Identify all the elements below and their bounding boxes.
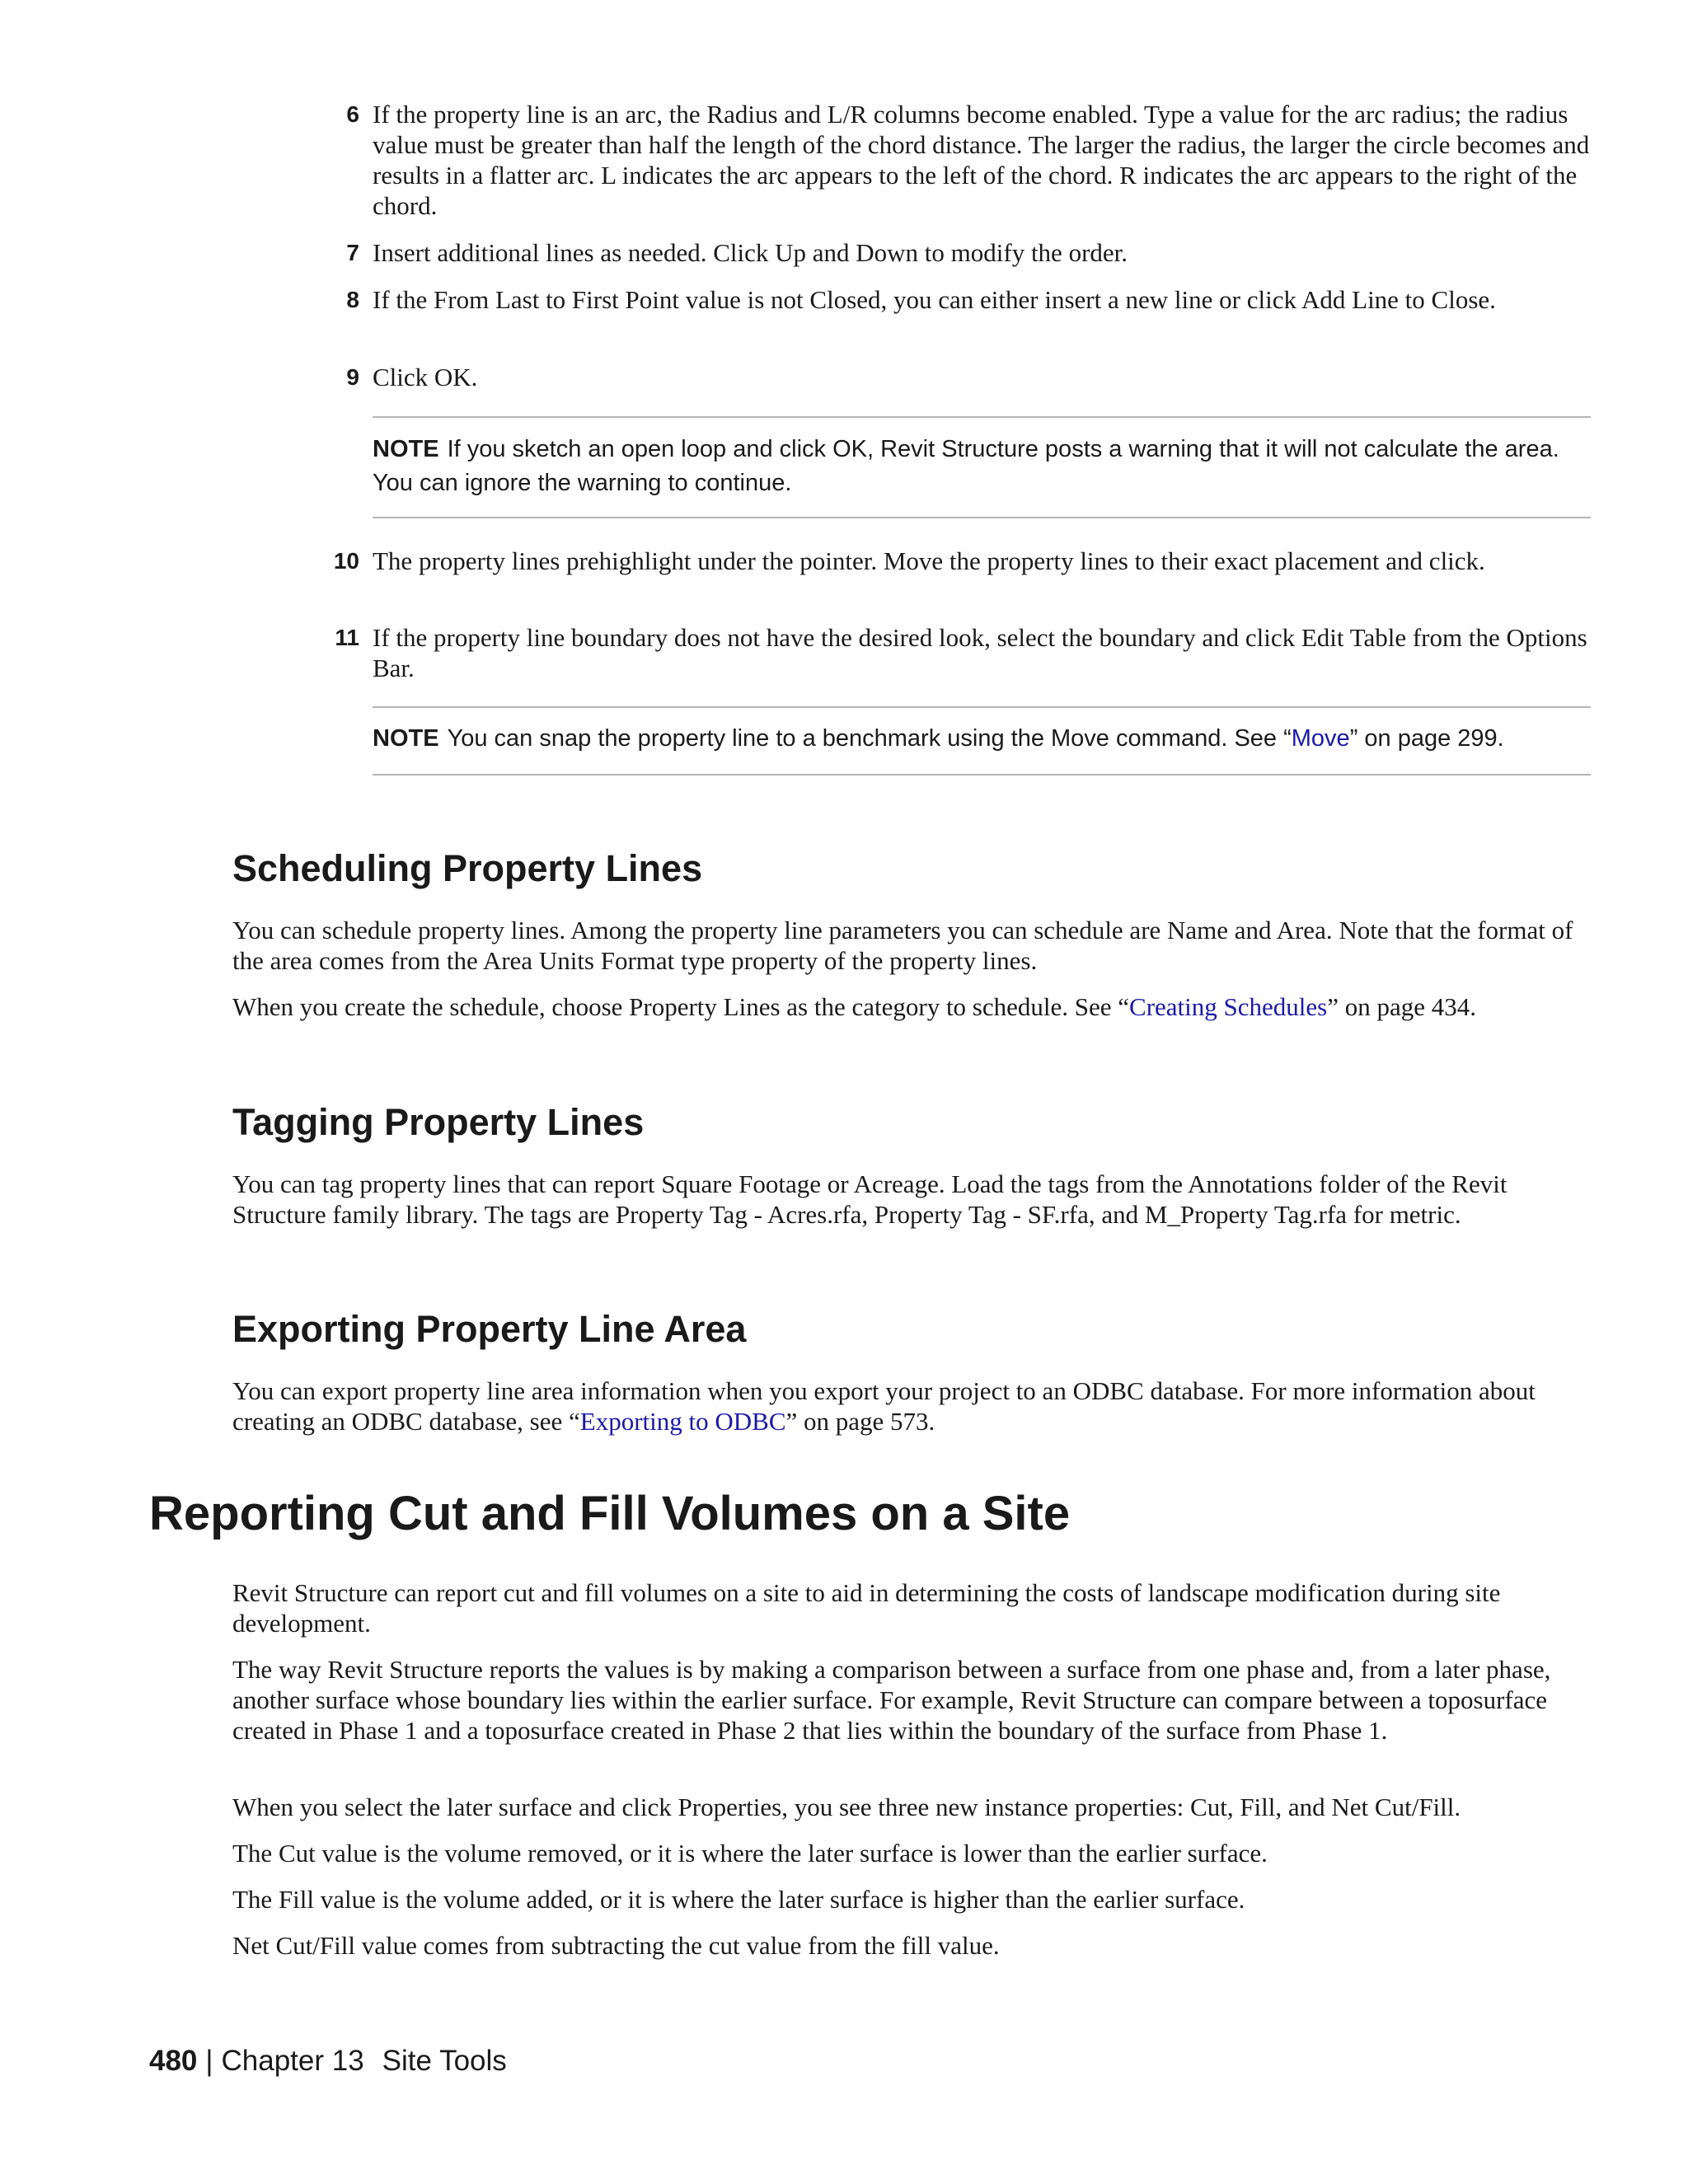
step-number: 10 [333,548,359,574]
paragraph: Revit Structure can report cut and fill volumes on a site to aid in determining the costs of landscape modification during site development. [232,1578,1501,1638]
paragraph-text-end: ” on page 573. [785,1407,935,1436]
step-text: Click OK. [373,363,478,391]
paragraph-text: When you create the schedule, choose Property Lines as the category to schedule. See “ [232,992,1130,1021]
note-text: If you sketch an open loop and click OK, Revit Structure posts a warning that it will not calculate the area. You can ignore the warning to continue. [373,436,1559,496]
paragraph-text-end: ” on page 434. [1327,992,1477,1021]
paragraph: The Cut value is the volume removed, or it is where the later surface is lower than the earlier surface. [232,1839,1268,1868]
paragraph: The Fill value is the volume added, or it is where the later surface is higher than the earlier surface. [232,1885,1245,1914]
paragraph: The way Revit Structure reports the values is by making a comparison between a surface from one phase and, from a later phase, another surface whose boundary lies within the earlier surface. For example, Revit Structure can compare between a toposurface created in Phase 1 and a toposurface created in Phase 2 that lies within the boundary of the surface from Phase 1. [232,1655,1551,1745]
heading-reporting-cut-and-fill: Reporting Cut and Fill Volumes on a Site [149,1487,1071,1540]
note-top-rule [373,706,1591,708]
paragraph [232,1376,1591,1436]
heading-exporting-property-line-area: Exporting Property Line Area [232,1308,747,1350]
step-number: 8 [346,287,359,312]
step-text: If the property line is an arc, the Radius and L/R columns become enabled. Type a value for the arc radius; the radius value must be greater than half the length of the chord distance. The larger the radius, the larger the circle becomes and results in a flatter arc. L indicates the arc appears to the left of the chord. R indicates the arc appears to the right of the chord. [373,100,1590,220]
chapter-label: Chapter 13 [221,2045,364,2077]
step-text: Insert additional lines as needed. Click Up and Down to modify the order. [373,238,1128,267]
note-open-loop [373,433,1591,500]
note-top-rule [373,416,1591,418]
paragraph: When you select the later surface and click Properties, you see three new instance properties: Cut, Fill, and Net Cut/Fill. [232,1793,1461,1821]
note-label: NOTE [373,725,439,752]
note-bottom-rule [373,774,1591,776]
creating-schedules-link[interactable]: Creating Schedules [1129,992,1328,1021]
move-link[interactable]: Move [1291,725,1350,752]
step-number: 6 [346,101,359,127]
heading-scheduling-property-lines: Scheduling Property Lines [232,847,703,889]
page-footer [149,2044,507,2079]
paragraph [232,991,1591,1022]
step-text: If the From Last to First Point value is not Closed, you can either insert a new line or click Add Line to Close. [373,285,1496,314]
paragraph: You can schedule property lines. Among the property line parameters you can schedule are Name and Area. Note that the format of the area comes from the Area Units Format type property of the property lines. [232,916,1573,975]
step-number: 9 [346,364,359,390]
paragraph-text: You can export property line area information when you export your project to an ODBC database. For more information about creating an ODBC database, see “ [232,1376,1536,1436]
paragraph: You can tag property lines that can report Square Footage or Acreage. Load the tags from the Annotations folder of the Revit Structure family library. The tags are Property Tag - Acres.rfa, Property Tag - SF.rfa, and M_Property Tag.rfa for metric. [232,1169,1507,1229]
note-text-end: ” on page 299. [1349,725,1504,752]
page-number: 480 [149,2045,198,2077]
section-label: Site Tools [382,2045,507,2077]
step-text: The property lines prehighlight under the pointer. Move the property lines to their exact placement and click. [373,546,1485,575]
step-number: 11 [335,625,359,650]
heading-tagging-property-lines: Tagging Property Lines [232,1101,645,1143]
note-text: You can snap the property line to a benchmark using the Move command. See “ [447,725,1292,752]
note-bottom-rule [373,517,1591,518]
exporting-to-odbc-link[interactable]: Exporting to ODBC [579,1407,786,1436]
footer-separator: | [205,2045,213,2077]
note-snap-benchmark [373,722,1591,756]
step-text: If the property line boundary does not have the desired look, select the boundary and click Edit Table from the Options Bar. [373,623,1587,682]
step-number: 7 [346,240,359,265]
note-label: NOTE [373,436,439,462]
paragraph: Net Cut/Fill value comes from subtracting the cut value from the fill value. [232,1931,1000,1960]
